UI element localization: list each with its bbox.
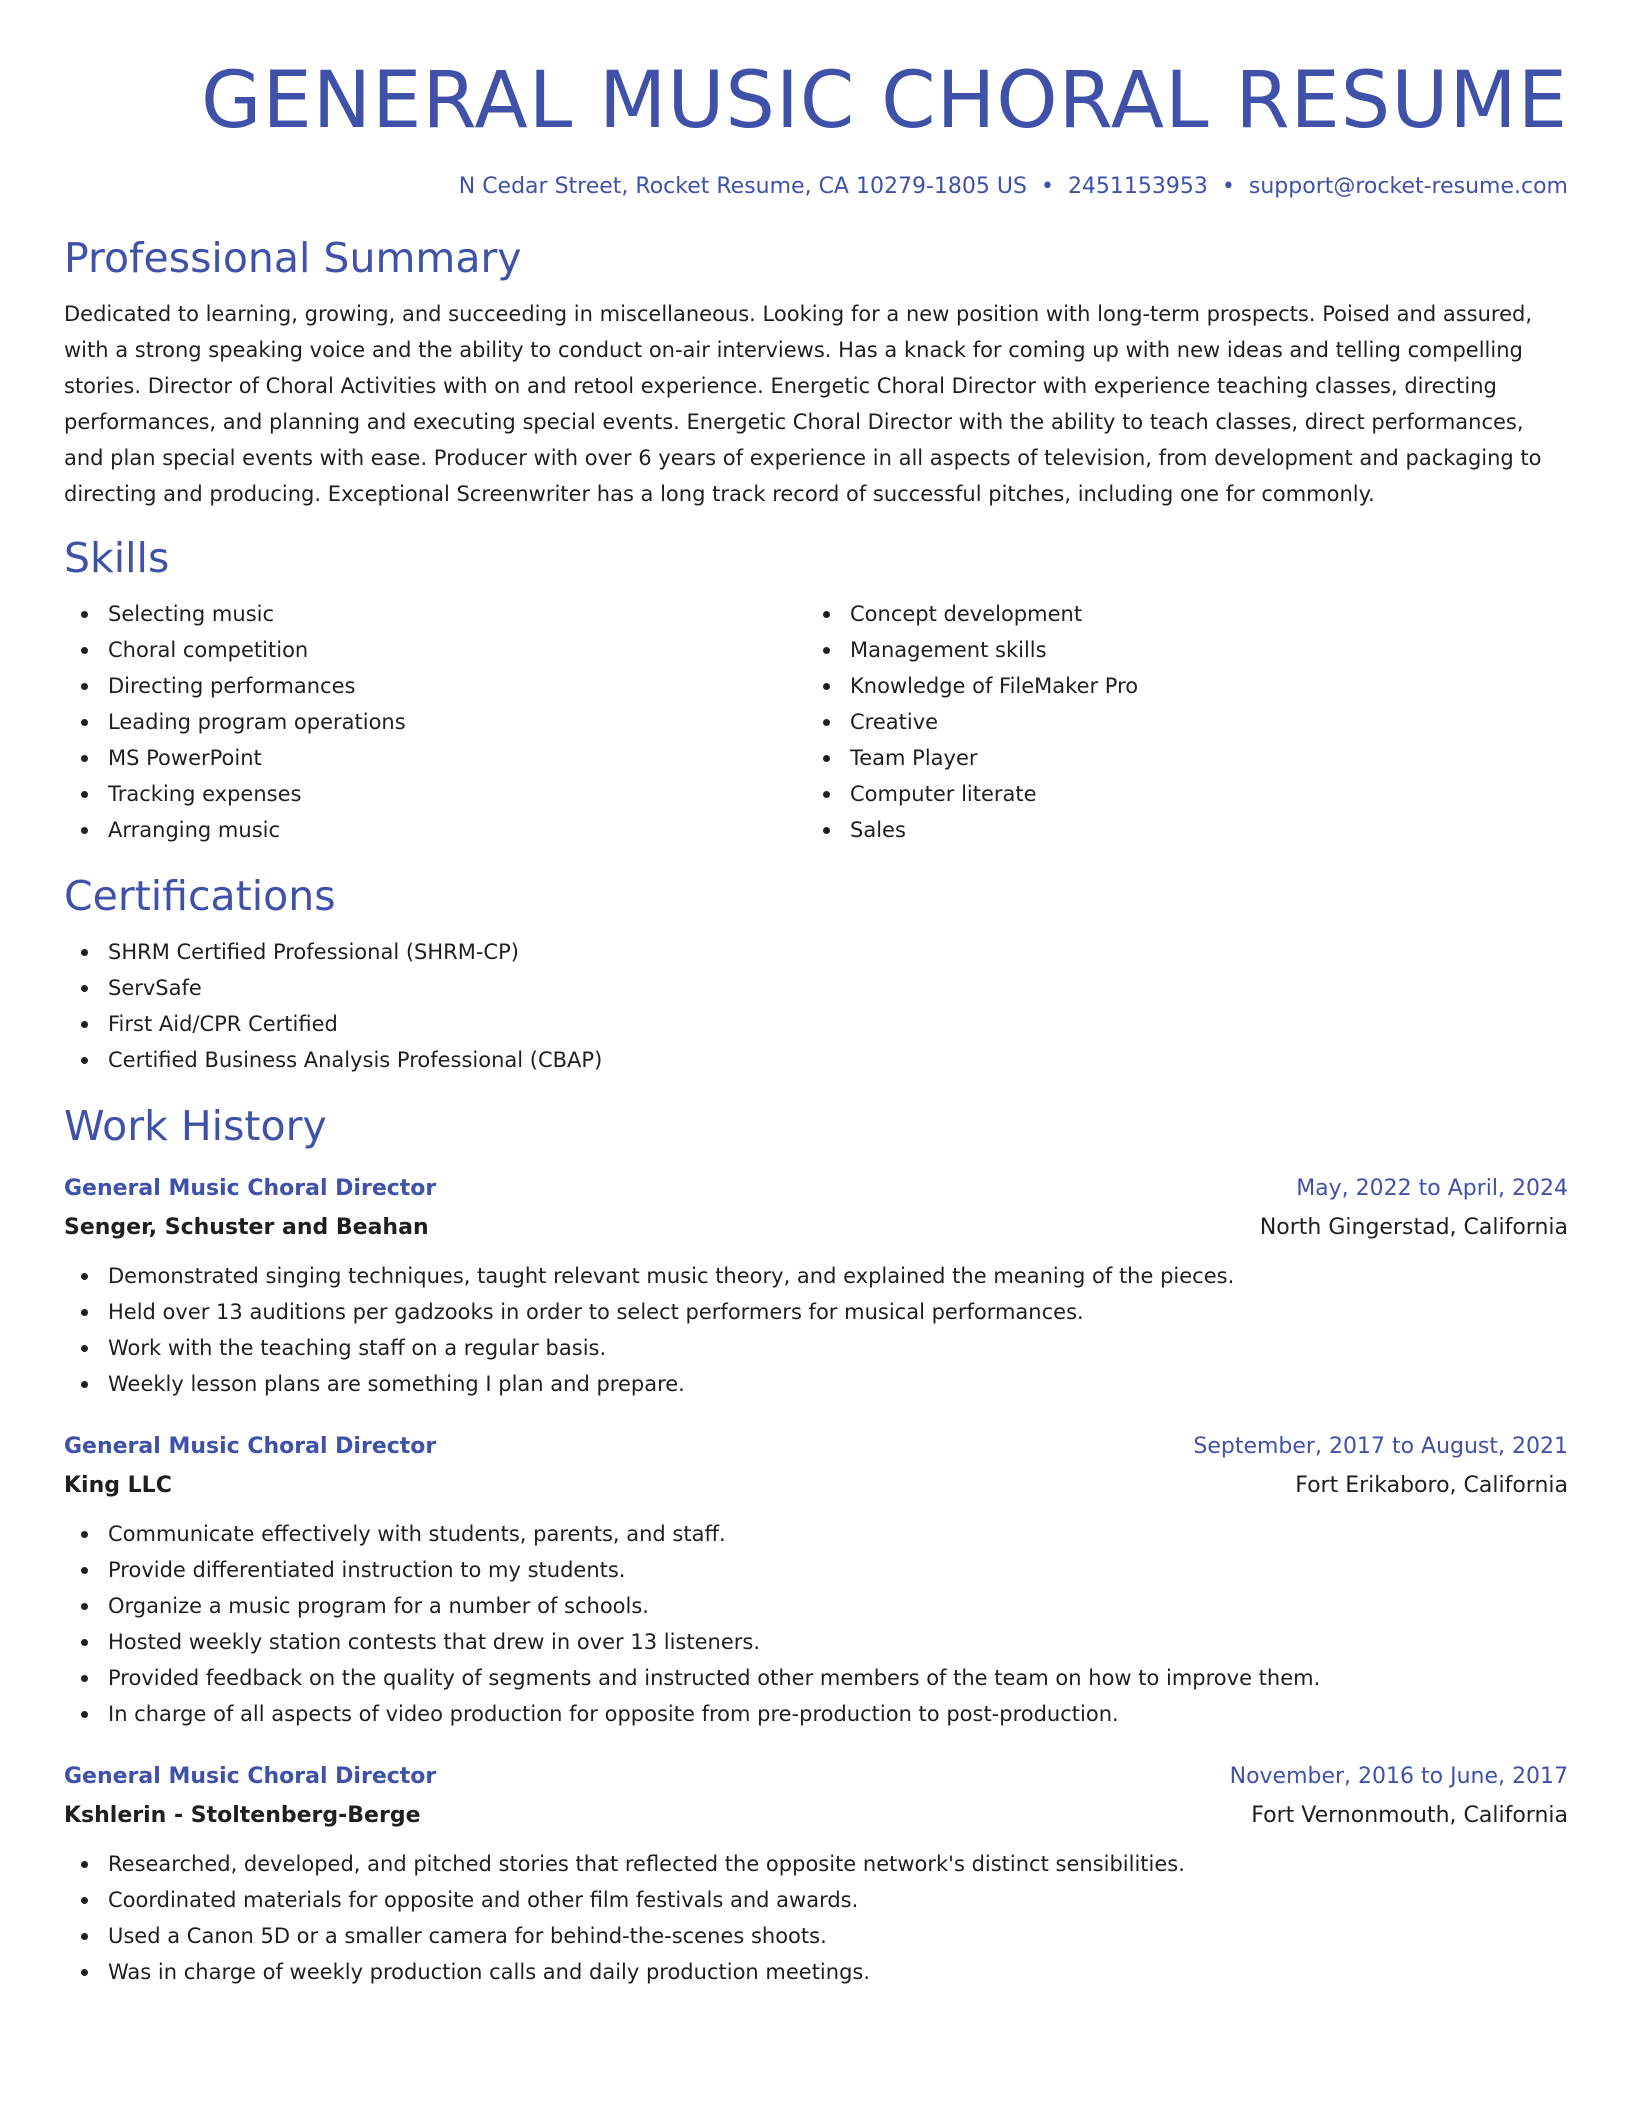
- job-entry: [64, 1758, 1568, 1990]
- resume-title: GENERAL MUSIC CHORAL RESUME: [201, 56, 1568, 146]
- job-company: King LLC: [64, 1473, 172, 1498]
- job-entry: [64, 1428, 1568, 1732]
- certification-item: SHRM Certified Professional (SHRM-CP): [64, 934, 1568, 970]
- skills-list-left: [64, 596, 806, 848]
- skill-item: Computer literate: [806, 776, 1548, 812]
- skill-item: Sales: [806, 812, 1548, 848]
- job-header-row: [64, 1170, 1568, 1208]
- certifications-list: [64, 934, 1568, 1078]
- job-duty: Demonstrated singing techniques, taught relevant music theory, and explained the meaning of the pieces.: [64, 1258, 1568, 1294]
- skills-heading: Skills: [64, 534, 170, 582]
- job-header-row: [64, 1758, 1568, 1796]
- job-duty: Researched, developed, and pitched stories that reflected the opposite network's distinct sensibilities.: [64, 1846, 1568, 1882]
- skill-item: Directing performances: [64, 668, 806, 704]
- job-duty: Hosted weekly station contests that drew in over 13 listeners.: [64, 1624, 1568, 1660]
- skill-item: Arranging music: [64, 812, 806, 848]
- job-duty: Coordinated materials for opposite and other film festivals and awards.: [64, 1882, 1568, 1918]
- job-location: Fort Vernonmouth, California: [1251, 1803, 1568, 1828]
- job-duty: Organize a music program for a number of schools.: [64, 1588, 1568, 1624]
- skill-item: Creative: [806, 704, 1548, 740]
- skill-item: Management skills: [806, 632, 1548, 668]
- certification-item: Certified Business Analysis Professional (CBAP): [64, 1042, 1568, 1078]
- job-employer-row: [64, 1466, 1568, 1506]
- job-title: General Music Choral Director: [64, 1434, 437, 1459]
- contact-separator: •: [1221, 174, 1235, 199]
- skill-item: Tracking expenses: [64, 776, 806, 812]
- resume-header: [64, 0, 1568, 202]
- skill-item: MS PowerPoint: [64, 740, 806, 776]
- job-duty: Provide differentiated instruction to my students.: [64, 1552, 1568, 1588]
- contact-phone: 2451153953: [1067, 174, 1208, 199]
- job-header-row: [64, 1428, 1568, 1466]
- certification-item: First Aid/CPR Certified: [64, 1006, 1568, 1042]
- job-employer-row: [64, 1208, 1568, 1248]
- job-duties-list: [64, 1846, 1568, 1990]
- job-duty: Held over 13 auditions per gadzooks in order to select performers for musical performances.: [64, 1294, 1568, 1330]
- certifications-heading: Certifications: [64, 872, 336, 920]
- job-title: General Music Choral Director: [64, 1764, 437, 1789]
- skills-list-right: [806, 596, 1548, 848]
- job-duty: Used a Canon 5D or a smaller camera for behind-the-scenes shoots.: [64, 1918, 1568, 1954]
- skill-item: Selecting music: [64, 596, 806, 632]
- job-duty: Was in charge of weekly production calls and daily production meetings.: [64, 1954, 1568, 1990]
- job-company: Senger, Schuster and Beahan: [64, 1215, 429, 1240]
- job-duty: Communicate effectively with students, parents, and staff.: [64, 1516, 1568, 1552]
- job-title: General Music Choral Director: [64, 1176, 437, 1201]
- job-duty: Work with the teaching staff on a regular basis.: [64, 1330, 1568, 1366]
- job-dates: September, 2017 to August, 2021: [1193, 1434, 1568, 1459]
- skill-item: Concept development: [806, 596, 1548, 632]
- job-dates: May, 2022 to April, 2024: [1296, 1176, 1568, 1201]
- contact-line: [64, 172, 1568, 202]
- work-history-heading: Work History: [64, 1102, 327, 1150]
- skills-grid: [64, 596, 1568, 848]
- contact-email: support@rocket-resume.com: [1248, 174, 1568, 199]
- job-duty: In charge of all aspects of video production for opposite from pre-production to post-production.: [64, 1696, 1568, 1732]
- job-entry: [64, 1170, 1568, 1402]
- job-location: Fort Erikaboro, California: [1295, 1473, 1568, 1498]
- job-location: North Gingerstad, California: [1259, 1215, 1568, 1240]
- skill-item: Choral competition: [64, 632, 806, 668]
- summary-text: Dedicated to learning, growing, and succeeding in miscellaneous. Looking for a new position with long-term prospects. Poised and assured, with a strong speaking voice and the ability to conduct on-air interviews. Has a knack for coming up with new ideas and telling compelling stories. Director of Choral Activities with on and retool experience. Energetic Choral Director with experience teaching classes, directing performances, and planning and executing special events. Energetic Choral Director with the ability to teach classes, direct performances, and plan special events with ease. Producer with over 6 years of experience in all aspects of television, from development and packaging to directing and producing. Exceptional Screenwriter has a long track record of successful pitches, including one for commonly.: [64, 302, 1542, 506]
- contact-address: N Cedar Street, Rocket Resume, CA 10279-1805 US: [458, 174, 1027, 199]
- job-dates: November, 2016 to June, 2017: [1229, 1764, 1568, 1789]
- job-duties-list: [64, 1516, 1568, 1732]
- job-duties-list: [64, 1258, 1568, 1402]
- job-duty: Provided feedback on the quality of segments and instructed other members of the team on how to improve them.: [64, 1660, 1568, 1696]
- skill-item: Team Player: [806, 740, 1548, 776]
- skill-item: Leading program operations: [64, 704, 806, 740]
- contact-separator: •: [1040, 174, 1054, 199]
- certification-item: ServSafe: [64, 970, 1568, 1006]
- skill-item: Knowledge of FileMaker Pro: [806, 668, 1548, 704]
- job-duty: Weekly lesson plans are something I plan and prepare.: [64, 1366, 1568, 1402]
- job-employer-row: [64, 1796, 1568, 1836]
- job-company: Kshlerin - Stoltenberg-Berge: [64, 1803, 421, 1828]
- summary-heading: Professional Summary: [64, 234, 522, 282]
